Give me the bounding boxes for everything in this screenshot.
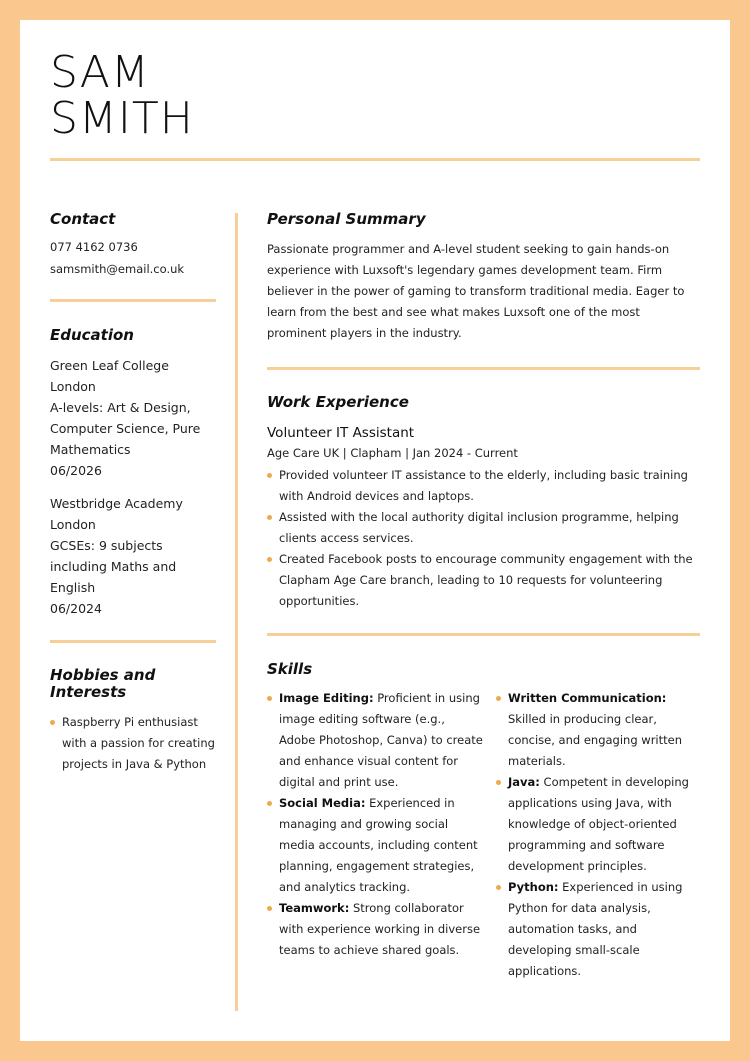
list-item: Java: Competent in developing applications using Java, with knowledge of object-oriented programming and software development principles.	[496, 772, 702, 877]
list-item: Provided volunteer IT assistance to the elderly, including basic training with Android devices and laptops.	[267, 465, 702, 507]
skills-list-left	[267, 688, 483, 961]
header-divider	[50, 158, 700, 161]
contact-email: samsmith@email.co.uk	[50, 262, 185, 276]
qualification-line: Mathematics	[50, 442, 131, 457]
list-item: Created Facebook posts to encourage community engagement with the Clapham Age Care branch, leading to 10 requests for volunteering opportunities.	[267, 549, 702, 612]
school-location: London	[50, 517, 96, 532]
list-item: Teamwork: Strong collaborator with experience working in diverse teams to achieve shared goals.	[267, 898, 483, 961]
education-divider	[50, 640, 216, 643]
education-entry	[50, 493, 220, 619]
qualification-line: A-levels: Art & Design,	[50, 400, 191, 415]
summary-text: Passionate programmer and A-level student seeking to gain hands-on experience with Luxsoft's legendary games development team. Firm believer in the power of gaming to transform traditional media. Eager to learn from the best and see what makes Luxsoft one of the most prominent players in the industry.	[267, 242, 685, 340]
list-item: Raspberry Pi enthusiast with a passion for creating projects in Java & Python	[50, 712, 220, 775]
school-location: London	[50, 379, 96, 394]
job-title: Volunteer IT Assistant	[267, 425, 415, 441]
summary-heading: Personal Summary	[267, 210, 426, 228]
education-entry	[50, 355, 220, 481]
resume-page	[20, 20, 730, 1041]
contact-divider	[50, 299, 216, 302]
last-name: SMITH	[50, 93, 194, 144]
school-name: Westbridge Academy	[50, 496, 183, 511]
education-heading: Education	[50, 326, 134, 344]
hobbies-heading: Hobbies and Interests	[50, 666, 156, 701]
qualification-line: including Maths and	[50, 559, 177, 574]
hobbies-list	[50, 712, 220, 775]
list-item: Social Media: Experienced in managing and growing social media accounts, including content planning, engagement strategies, and analytics tracking.	[267, 793, 483, 898]
skills-heading: Skills	[267, 660, 313, 678]
qualification-line: English	[50, 580, 96, 595]
work-divider	[267, 633, 700, 636]
qualification-line: Computer Science, Pure	[50, 421, 201, 436]
school-name: Green Leaf College	[50, 358, 169, 373]
list-item: Image Editing: Proficient in using image editing software (e.g., Adobe Photoshop, Canva) to create and enhance visual content for digital and print use.	[267, 688, 483, 793]
contact-heading: Contact	[50, 210, 116, 228]
list-item: Written Communication: Skilled in producing clear, concise, and engaging written materials.	[496, 688, 702, 772]
job-meta: Age Care UK | Clapham | Jan 2024 - Current	[267, 446, 518, 460]
graduation-date: 06/2024	[50, 601, 102, 616]
contact-phone: 077 4162 0736	[50, 240, 138, 254]
qualification-line: GCSEs: 9 subjects	[50, 538, 163, 553]
first-name: SAM	[50, 47, 150, 98]
list-item: Python: Experienced in using Python for data analysis, automation tasks, and developing small-scale applications.	[496, 877, 702, 982]
column-divider	[235, 213, 238, 1011]
work-heading: Work Experience	[267, 393, 409, 411]
graduation-date: 06/2026	[50, 463, 102, 478]
list-item: Assisted with the local authority digital inclusion programme, helping clients access services.	[267, 507, 702, 549]
work-bullets	[267, 465, 702, 612]
candidate-name	[50, 47, 194, 144]
summary-divider	[267, 367, 700, 370]
skills-list-right	[496, 688, 702, 982]
